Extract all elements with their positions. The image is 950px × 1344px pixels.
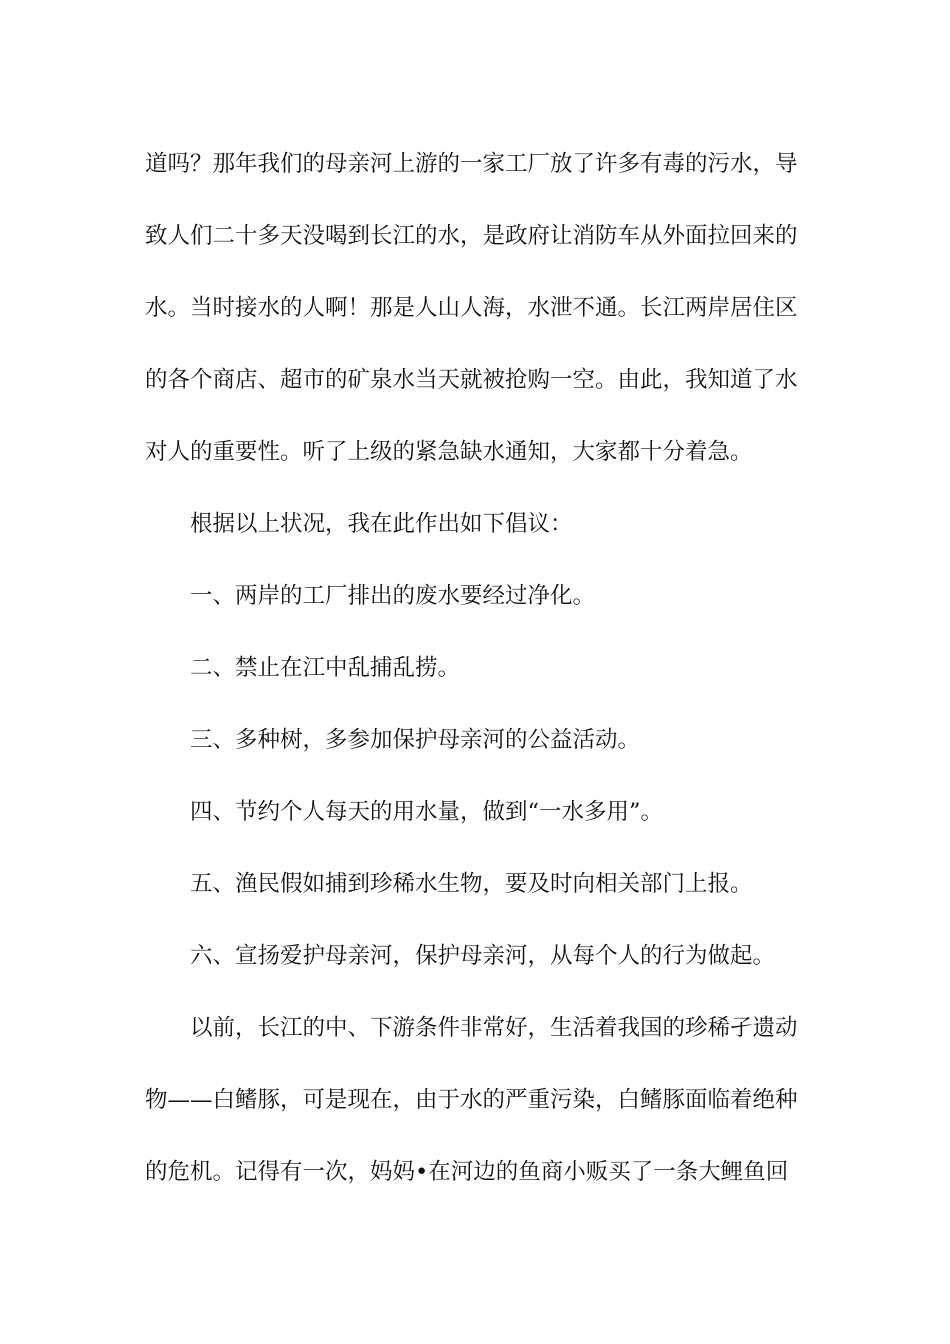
text-line: 致人们二十多天没喝到长江的水，是政府让消防车从外面拉回来的 (145, 223, 798, 249)
text-line: 对人的重要性。听了上级的紧急缺水通知，大家都十分着急。 (145, 439, 753, 465)
paragraph-start-line: 以前，长江的中、下游条件非常好，生活着我国的珍稀孑遗动 (190, 1015, 798, 1041)
proposal-item-2: 二、禁止在江中乱捕乱捞。 (190, 655, 461, 681)
document-body (145, 128, 805, 1208)
text-line: 水。当时接水的人啊！那是人山人海，水泄不通。长江两岸居住区 (145, 295, 798, 321)
proposal-item-4: 四、节约个人每天的用水量，做到“一水多用”。 (190, 799, 664, 825)
proposal-intro: 根据以上状况，我在此作出如下倡议： (190, 511, 573, 537)
text-line: 道吗？那年我们的母亲河上游的一家工厂放了许多有毒的污水，导 (145, 151, 798, 177)
text-line: 物——白鳍豚，可是现在，由于水的严重污染，白鳍豚面临着绝种 (145, 1087, 798, 1113)
proposal-item-6: 六、宣扬爱护母亲河，保护母亲河，从每个人的行为做起。 (190, 943, 776, 969)
text-line: 的危机。记得有一次，妈妈•在河边的鱼商小贩买了一条大鲤鱼回 (145, 1159, 789, 1185)
proposal-item-1: 一、两岸的工厂排出的废水要经过净化。 (190, 583, 596, 609)
text-line: 的各个商店、超市的矿泉水当天就被抢购一空。由此，我知道了水 (145, 367, 798, 393)
proposal-item-3: 三、多种树，多参加保护母亲河的公益活动。 (190, 727, 641, 753)
proposal-item-5: 五、渔民假如捕到珍稀水生物，要及时向相关部门上报。 (190, 871, 753, 897)
